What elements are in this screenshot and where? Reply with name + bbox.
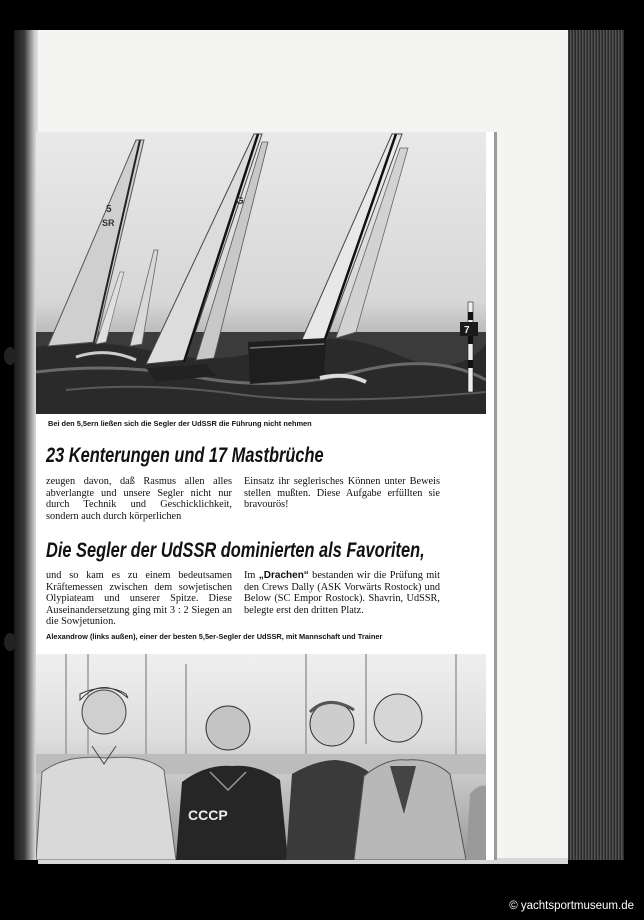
crew-illustration bbox=[36, 654, 486, 860]
sail-code-1: SR bbox=[102, 218, 115, 228]
sailboats-illustration bbox=[36, 132, 486, 414]
binding-hole bbox=[4, 633, 16, 651]
sail-number-1: 5 bbox=[106, 204, 112, 215]
section-1-column-right bbox=[244, 476, 440, 511]
section-2-prefix: Im bbox=[244, 570, 259, 581]
section-2-column-right bbox=[244, 570, 440, 616]
jersey-cccp: СССР bbox=[188, 807, 228, 823]
watermark: © yachtsportmuseum.de bbox=[509, 900, 634, 912]
headline-ussr-favorites: Die Segler der UdSSR dominierten als Favoriten, bbox=[46, 539, 425, 562]
photo-crew-portrait bbox=[36, 654, 486, 860]
section-1-text-right: Einsatz ihr seglerisches Können unter Beweis stellen mußten. Diese Aufgabe erfüllten sie bravourös! bbox=[244, 476, 440, 511]
magazine-sheet bbox=[36, 132, 497, 860]
sail-letter-2: G bbox=[236, 196, 244, 207]
headline-capsizes: 23 Kenterungen und 17 Mastbrüche bbox=[46, 444, 324, 467]
caption-bottom-photo: Alexandrow (links außen), einer der besten 5,5er-Segler der UdSSR, mit Mannschaft und Trainer bbox=[46, 632, 383, 641]
section-2-column-left bbox=[46, 570, 232, 628]
section-2-text-left: und so kam es zu einem bedeutsamen Kräftemessen zwischen dem sowjetischen Olypiateam und unserer Spitze. Diese Auseinandersetzung ging mit 3 : 2 Siegen an die Sowjetunion. bbox=[46, 570, 232, 628]
photo-sailing-race bbox=[36, 132, 486, 414]
section-1-text-left: zeugen davon, daß Rasmus allen alles abverlangte und unsere Segler nicht nur durch Technik und Geschicklichkeit, sondern auch durch körperlichen bbox=[46, 476, 232, 522]
section-2-bold-drachen: „Drachen“ bbox=[258, 570, 309, 581]
caption-top-photo: Bei den 5,5ern ließen sich die Segler der UdSSR die Führung nicht nehmen bbox=[48, 419, 312, 428]
section-1-column-left bbox=[46, 476, 232, 522]
section-2-rest: bestanden wir die Prüfung mit den Crews Dally (ASK Vorwärts Rostock) und Below (SC Empor Rostock). Shavrin, UdSSR, belegte erst den dritten Platz. bbox=[244, 570, 440, 616]
binding-hole bbox=[4, 347, 16, 365]
page-stack-edge bbox=[566, 30, 624, 860]
section-2-text-right bbox=[244, 570, 440, 616]
mark-number: 7 bbox=[464, 325, 470, 336]
